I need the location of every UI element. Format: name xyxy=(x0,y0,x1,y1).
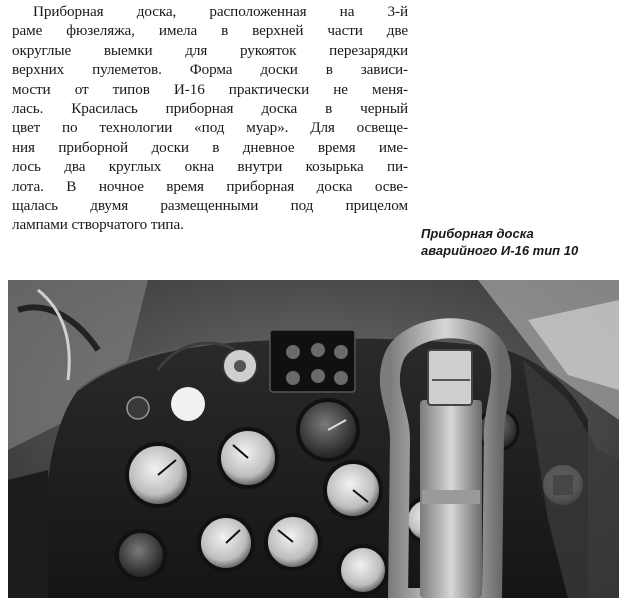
caption-line-2: аварийного И-16 тип 10 xyxy=(421,243,579,258)
gauge-icon xyxy=(117,531,165,579)
article-line: мости от типов И-16 практически не меня- xyxy=(12,80,408,98)
gauge-icon xyxy=(127,444,189,506)
gauge-icon xyxy=(199,516,253,570)
article-line: раме фюзеляжа, имела в верхней части две xyxy=(12,22,408,40)
gauge-icon xyxy=(298,400,358,460)
gauge-icon xyxy=(325,462,381,518)
gauge-icon xyxy=(266,515,320,569)
article-line: Приборная доска, расположенная на 3-й xyxy=(33,3,408,20)
instrument-panel-photo xyxy=(8,280,619,598)
article-line: лось два круглых окна внутри козырька пи- xyxy=(12,158,408,176)
article-text xyxy=(12,2,408,235)
gauge-icon xyxy=(339,546,387,594)
article-line: лампами створчатого типа. xyxy=(12,216,184,234)
photo-illustration xyxy=(8,280,619,598)
article-line: лась. Красилась приборная доска в черный xyxy=(12,100,408,118)
article-line: лота. В ночное время приборная доска осве- xyxy=(12,177,408,195)
article-line: щалась двумя размещенными под прицелом xyxy=(12,197,408,215)
article-line: верхних пулеметов. Форма доски в зависи- xyxy=(12,61,408,79)
photo-caption xyxy=(421,225,617,259)
article-line: цвет по технологии «под муар». Для освеще- xyxy=(12,119,408,137)
caption-line-1: Приборная доска xyxy=(421,226,534,241)
article-line: ния приборной доски в дневное время име- xyxy=(12,138,408,156)
article-line: округлые выемки для рукояток перезарядки xyxy=(12,41,408,59)
gauge-icon xyxy=(219,429,277,487)
